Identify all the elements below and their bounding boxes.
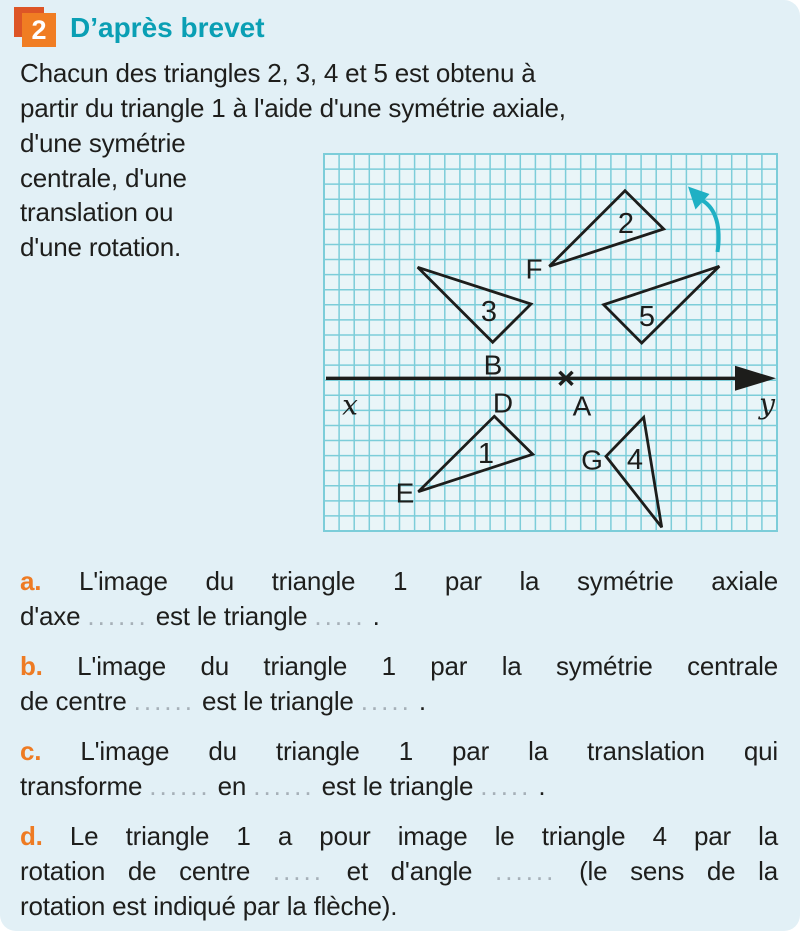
question-line [20, 684, 778, 719]
question-letter: c. [20, 736, 42, 766]
question-text: rotation est indiqué par la flèche). [20, 891, 398, 921]
badge-number: 2 [22, 13, 56, 47]
question-text: en [210, 771, 254, 801]
point-label-B: B [483, 349, 503, 381]
answer-blank: ...... [87, 601, 149, 631]
question-text: . [411, 686, 426, 716]
exercise-title: D’après brevet [70, 12, 265, 43]
question-text: de centre [20, 686, 134, 716]
answer-blank: ..... [480, 771, 532, 801]
question-text: est le triangle [148, 601, 315, 631]
triangle-2-number: 2 [617, 208, 635, 240]
triangle-1-number: 1 [477, 438, 495, 470]
intro-line: centrale, d'une [20, 162, 187, 193]
question-text: L'image du triangle 1 par la symétrie centrale [42, 651, 778, 681]
intro-side-text [20, 126, 270, 264]
question-line [20, 819, 778, 854]
question-line [20, 734, 778, 769]
answer-blank: ...... [253, 771, 315, 801]
answer-blank: ...... [133, 686, 195, 716]
question-text: transforme [20, 771, 150, 801]
geometry-grid-figure [323, 153, 778, 532]
point-label-F: F [525, 253, 543, 285]
exercise-header [14, 7, 265, 49]
intro-line: translation ou [20, 197, 174, 227]
intro-paragraph [20, 56, 778, 126]
question-b [20, 649, 778, 719]
question-text: est le triangle [194, 686, 361, 716]
intro-line: d'une symétrie [20, 128, 186, 158]
question-text: (le sens de la [556, 856, 778, 886]
question-text: est le triangle [314, 771, 481, 801]
question-c [20, 734, 778, 804]
answer-blank: ...... [149, 771, 211, 801]
triangle-5-number: 5 [638, 301, 656, 333]
question-line [20, 769, 778, 804]
exercise-content [20, 56, 778, 931]
point-label-E: E [395, 477, 415, 509]
questions [20, 564, 778, 924]
question-letter: b. [20, 651, 43, 681]
triangle-3-number: 3 [480, 296, 498, 328]
answer-blank: ..... [360, 686, 412, 716]
question-a [20, 564, 778, 634]
question-text: . [365, 601, 380, 631]
question-line [20, 599, 778, 634]
question-text: et d'angle [323, 856, 496, 886]
middle-row [20, 126, 778, 532]
point-label-G: G [581, 444, 603, 476]
axis-label-x: x [342, 388, 358, 422]
exercise-number-badge [14, 7, 58, 49]
answer-blank: ...... [495, 856, 557, 886]
point-label-A: A [572, 390, 592, 422]
question-text: rotation de centre [20, 856, 273, 886]
question-d [20, 819, 778, 924]
question-line [20, 889, 778, 924]
intro-line: partir du triangle 1 à l'aide d'une symétrie axiale, [20, 93, 566, 123]
question-text: L'image du triangle 1 par la symétrie axiale [41, 566, 778, 596]
question-text: Le triangle 1 a pour image le triangle 4 par la [42, 821, 778, 851]
axis-label-y: y [759, 387, 775, 421]
question-text: L'image du triangle 1 par la translation qui [41, 736, 778, 766]
intro-line: d'une rotation. [20, 231, 181, 262]
geometry-diagram [323, 153, 778, 532]
question-line [20, 649, 778, 684]
question-text: . [531, 771, 546, 801]
question-text: d'axe [20, 601, 88, 631]
answer-blank: ..... [272, 856, 324, 886]
triangle-4-number: 4 [626, 444, 644, 476]
question-letter: d. [20, 821, 43, 851]
intro-line: Chacun des triangles 2, 3, 4 et 5 est obtenu à [20, 58, 536, 88]
question-letter: a. [20, 566, 42, 596]
question-line [20, 564, 778, 599]
answer-blank: ..... [314, 601, 366, 631]
point-label-D: D [492, 387, 514, 419]
question-line [20, 854, 778, 889]
